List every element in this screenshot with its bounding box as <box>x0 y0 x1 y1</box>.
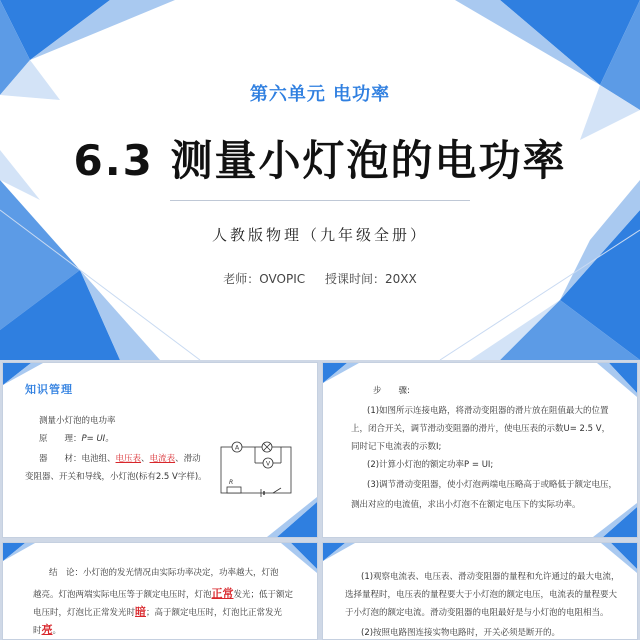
step-1-line-2: 上，闭合开关，调节滑动变阻器的滑片，使电压表的示数U= 2.5 V， <box>351 424 611 434</box>
slide-conclusion[interactable] <box>2 542 318 640</box>
answer-normal: 正常 <box>211 587 234 600</box>
steps-heading: 步 骤: <box>373 386 410 396</box>
corner-decoration <box>593 503 637 537</box>
corner-decoration <box>323 363 359 391</box>
step-2: (2)计算小灯泡的额定功率P = UI; <box>367 460 494 470</box>
slide-steps[interactable] <box>322 362 638 538</box>
step-1-line-1: (1)如图所示连接电路，将滑动变阻器的滑片放在阻值最大的位置 <box>367 406 609 416</box>
corner-decoration <box>267 497 317 537</box>
conclusion-text: 时 <box>33 626 42 636</box>
conclusion-line-1: 结 论：小灯泡的发光情况由实际功率决定，功率越大，灯泡 <box>49 568 279 578</box>
step-3-line-2: 测出对应的电流值，求出小灯泡不在额定电压下的实际功率。 <box>351 500 581 510</box>
note-1-line-2: 选择量程时，电压表的量程要大于小灯泡的额定电压，电流表的量程要大 <box>345 590 618 600</box>
time-label: 授课时间：20XX <box>324 272 417 286</box>
conclusion-text: 越亮。灯泡两端实际电压等于额定电压时，灯泡 <box>33 590 212 600</box>
equipment-text: 、滑动 <box>175 454 201 464</box>
section-title: 知识管理 <box>25 383 73 396</box>
equipment-text: 、 <box>141 454 150 464</box>
switch-symbol <box>273 488 281 493</box>
title-divider <box>170 200 470 201</box>
corner-decoration <box>281 543 317 573</box>
slide-knowledge[interactable] <box>2 362 318 538</box>
conclusion-line-4 <box>33 621 61 639</box>
corner-decoration <box>601 543 637 573</box>
step-3-line-1: (3)调节滑动变阻器，使小灯泡两端电压略高于或略低于额定电压， <box>367 480 618 490</box>
equipment-label: 器 材： <box>39 454 82 464</box>
equipment-ammeter: 电流表 <box>149 454 176 464</box>
equipment-line-2: 变阻器、开关和导线，小灯泡(标有2.5 V字样)。 <box>25 472 207 482</box>
teacher-label: 老师：OVOPIC <box>223 272 306 286</box>
topic-line: 测量小灯泡的电功率 <box>39 416 116 426</box>
publisher-line: 人教版物理（九年级全册） <box>211 226 428 244</box>
step-1-line-3: 同时记下电流表的示数I; <box>351 442 442 452</box>
rheostat-symbol <box>227 487 241 493</box>
principle-label: 原 理： <box>39 434 82 444</box>
conclusion-line-2 <box>33 585 293 603</box>
note-1-line-1: (1)观察电流表、电压表、滑动变阻器的量程和允许通过的最大电流， <box>361 572 620 582</box>
lesson-title: 6.3 测量小灯泡的电功率 <box>73 136 567 185</box>
conclusion-text: 。 <box>52 626 62 636</box>
corner-decoration <box>323 543 355 567</box>
principle-line <box>39 433 114 447</box>
equipment-voltmeter: 电压表 <box>115 454 142 464</box>
conclusion-text: 发光；低于额定 <box>233 590 294 600</box>
meta-line <box>0 270 640 287</box>
answer-bright: 亮 <box>41 623 53 636</box>
note-2: (2)按照电路图连接实物电路时，开关必须是断开的。 <box>361 628 561 638</box>
conclusion-text: ；高于额定电压时，灯泡比正常发光 <box>146 608 283 618</box>
corner-decoration <box>597 363 637 397</box>
equipment-line <box>39 453 201 467</box>
voltmeter-label: V <box>265 460 271 468</box>
ammeter-label: A <box>234 444 240 452</box>
equipment-text: 电池组、 <box>81 454 116 464</box>
conclusion-line-3 <box>33 603 282 621</box>
circuit-diagram <box>215 441 299 501</box>
slide-notes[interactable] <box>322 542 638 640</box>
note-1-line-3: 于小灯泡的额定电流。滑动变阻器的电阻最好是与小灯泡的电阻相当。 <box>345 608 609 618</box>
answer-dim: 暗 <box>135 605 147 618</box>
principle-value: P= UI。 <box>81 434 114 444</box>
corner-decoration <box>3 543 35 567</box>
conclusion-text: 电压时，灯泡比正常发光时 <box>33 608 136 618</box>
rheostat-label: R <box>229 479 234 486</box>
unit-subtitle: 第六单元 电功率 <box>249 84 391 105</box>
